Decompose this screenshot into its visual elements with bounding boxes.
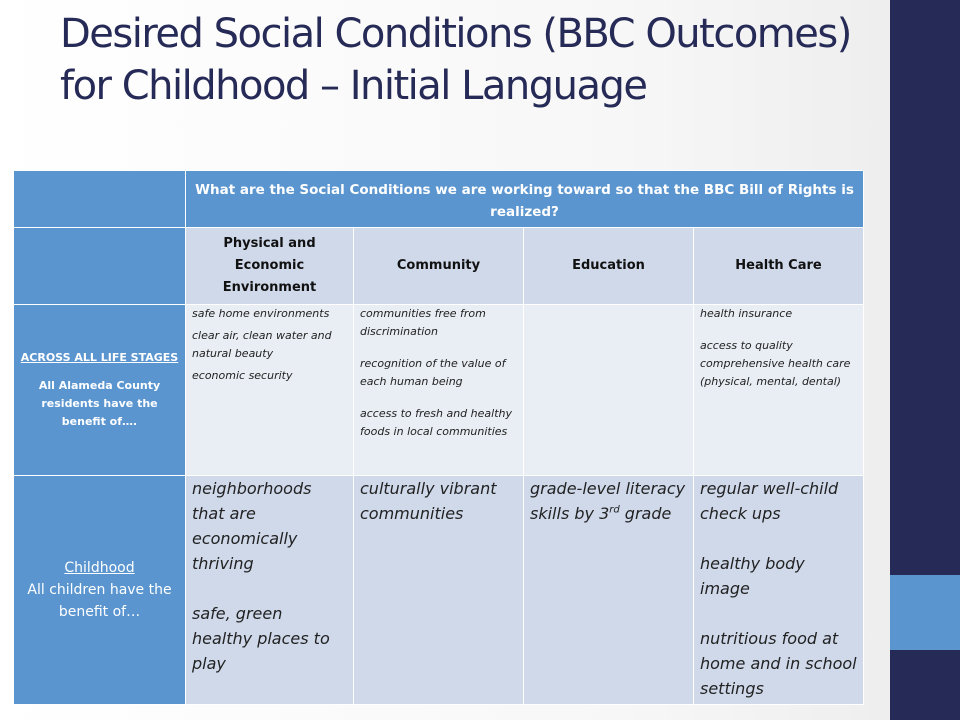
question-header: What are the Social Conditions we are working toward so that the BBC Bill of Rights is realized? bbox=[186, 171, 864, 228]
literacy-text: grade-level literacy skills by 3 bbox=[530, 479, 686, 523]
stage-label: Childhood bbox=[64, 560, 135, 576]
cell-child-education bbox=[524, 476, 694, 705]
list-item: culturally vibrant communities bbox=[360, 479, 497, 523]
list-item: safe, green healthy places to play bbox=[192, 604, 330, 673]
header-corner bbox=[14, 171, 186, 228]
side-accent-block bbox=[890, 575, 960, 650]
list-item: safe home environments bbox=[192, 307, 330, 320]
list-item: access to quality comprehensive health care (physical, mental, dental) bbox=[700, 339, 851, 388]
cell-all-community bbox=[354, 305, 524, 476]
table-row-all-life-stages bbox=[14, 305, 864, 476]
list-item: recognition of the value of each human being bbox=[360, 357, 506, 388]
ordinal-suffix: rd bbox=[609, 504, 620, 516]
cell-child-health-care bbox=[694, 476, 864, 705]
list-item: clear air, clean water and natural beauty bbox=[192, 329, 332, 360]
list-item: access to fresh and healthy foods in local communities bbox=[360, 407, 512, 438]
cell-child-community bbox=[354, 476, 524, 705]
table-row-childhood bbox=[14, 476, 864, 705]
category-health-care: Health Care bbox=[694, 228, 864, 305]
stage-label: ACROSS ALL LIFE STAGES bbox=[20, 351, 179, 364]
literacy-text-end: grade bbox=[619, 504, 672, 523]
cell-child-physical bbox=[186, 476, 354, 705]
category-community: Community bbox=[354, 228, 524, 305]
list-item: regular well-child check ups bbox=[700, 479, 839, 523]
stage-description: All children have the benefit of… bbox=[27, 582, 172, 620]
list-item bbox=[530, 476, 687, 526]
question-header-row bbox=[14, 171, 864, 228]
cell-all-education bbox=[524, 305, 694, 476]
stage-cell-childhood bbox=[14, 476, 186, 705]
list-item: nutritious food at home and in school settings bbox=[700, 629, 857, 698]
cell-all-physical bbox=[186, 305, 354, 476]
stage-description: All Alameda County residents have the benefit of…. bbox=[38, 379, 161, 428]
list-item: communities free from discrimination bbox=[360, 307, 486, 338]
cell-all-health-care bbox=[694, 305, 864, 476]
list-item: healthy body image bbox=[700, 554, 805, 598]
slide-title: Desired Social Conditions (BBC Outcomes) for Childhood – Initial Language bbox=[60, 11, 851, 109]
category-corner bbox=[14, 228, 186, 305]
category-row bbox=[14, 228, 864, 305]
category-education: Education bbox=[524, 228, 694, 305]
list-item: neighborhoods that are economically thriving bbox=[192, 479, 312, 573]
list-item: economic security bbox=[192, 369, 293, 382]
category-physical-economic: Physical and Economic Environment bbox=[186, 228, 354, 305]
stage-cell-all-life-stages bbox=[14, 305, 186, 476]
conditions-table bbox=[13, 170, 864, 705]
list-item: health insurance bbox=[700, 307, 793, 320]
